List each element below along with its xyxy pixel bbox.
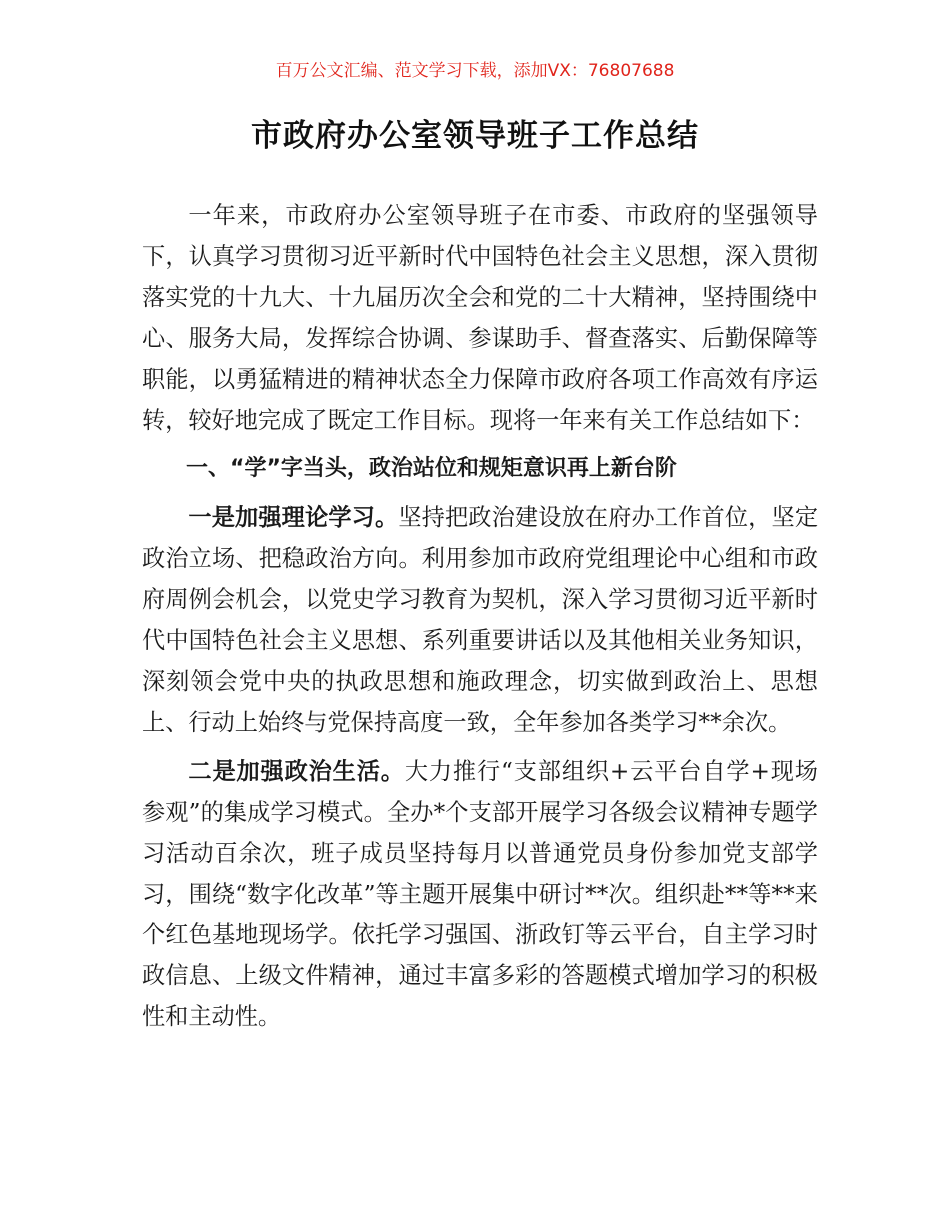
section-1-heading: 一、“学”字当头，政治站位和规矩意识再上新台阶 — [186, 456, 677, 482]
item-1-lead: 一是加强理论学习。 — [188, 504, 399, 532]
document-body — [142, 196, 818, 1038]
intro-paragraph: 一年来，市政府办公室领导班子在市委、市政府的坚强领导下，认真学习贯彻习近平新时代中国特色社会主义思想，深入贯彻落实党的十九大、十九届历次全会和党的二十大精神，坚持围绕中心、服务大局，发挥综合协调、参谋助手、督查落实、后勤保障等职能，以勇猛精进的精神状态全力保障市政府各项工作高效有序运转，较好地完成了既定工作目标。现将一年来有关工作总结如下： — [142, 202, 818, 434]
item-2-text: 大力推行“支部组织+云平台自学+现场参观”的集成学习模式。全办*个支部开展学习各级会议精神专题学习活动百余次，班子成员坚持每月以普通党员身份参加党支部学习，围绕“数字化改革”等主题开展集中研讨**次。组织赴**等**来个红色基地现场学。依托学习强国、浙政钉等云平台，自主学习时政信息、上级文件精神，通过丰富多彩的答题模式增加学习的积极性和主动性。 — [142, 757, 818, 1031]
header-banner: 百万公文汇编、范文学习下载，添加VX：76807688 — [275, 61, 675, 81]
item-1-text: 坚持把政治建设放在府办工作首位，坚定政治立场、把稳政治方向。利用参加市政府党组理论中心组和市政府周例会机会，以党史学习教育为契机，深入学习贯彻习近平新时代中国特色社会主义思想、系列重要讲话以及其他相关业务知识，深刻领会党中央的执政思想和施政理念，切实做到政治上、思想上、行动上始终与党保持高度一致，全年参加各类学习**余次。 — [142, 504, 819, 736]
document-title: 市政府办公室领导班子工作总结 — [251, 118, 699, 154]
item-2-lead: 二是加强政治生活。 — [188, 757, 405, 785]
item-2-paragraph — [142, 752, 818, 1038]
item-1-paragraph — [142, 498, 818, 743]
